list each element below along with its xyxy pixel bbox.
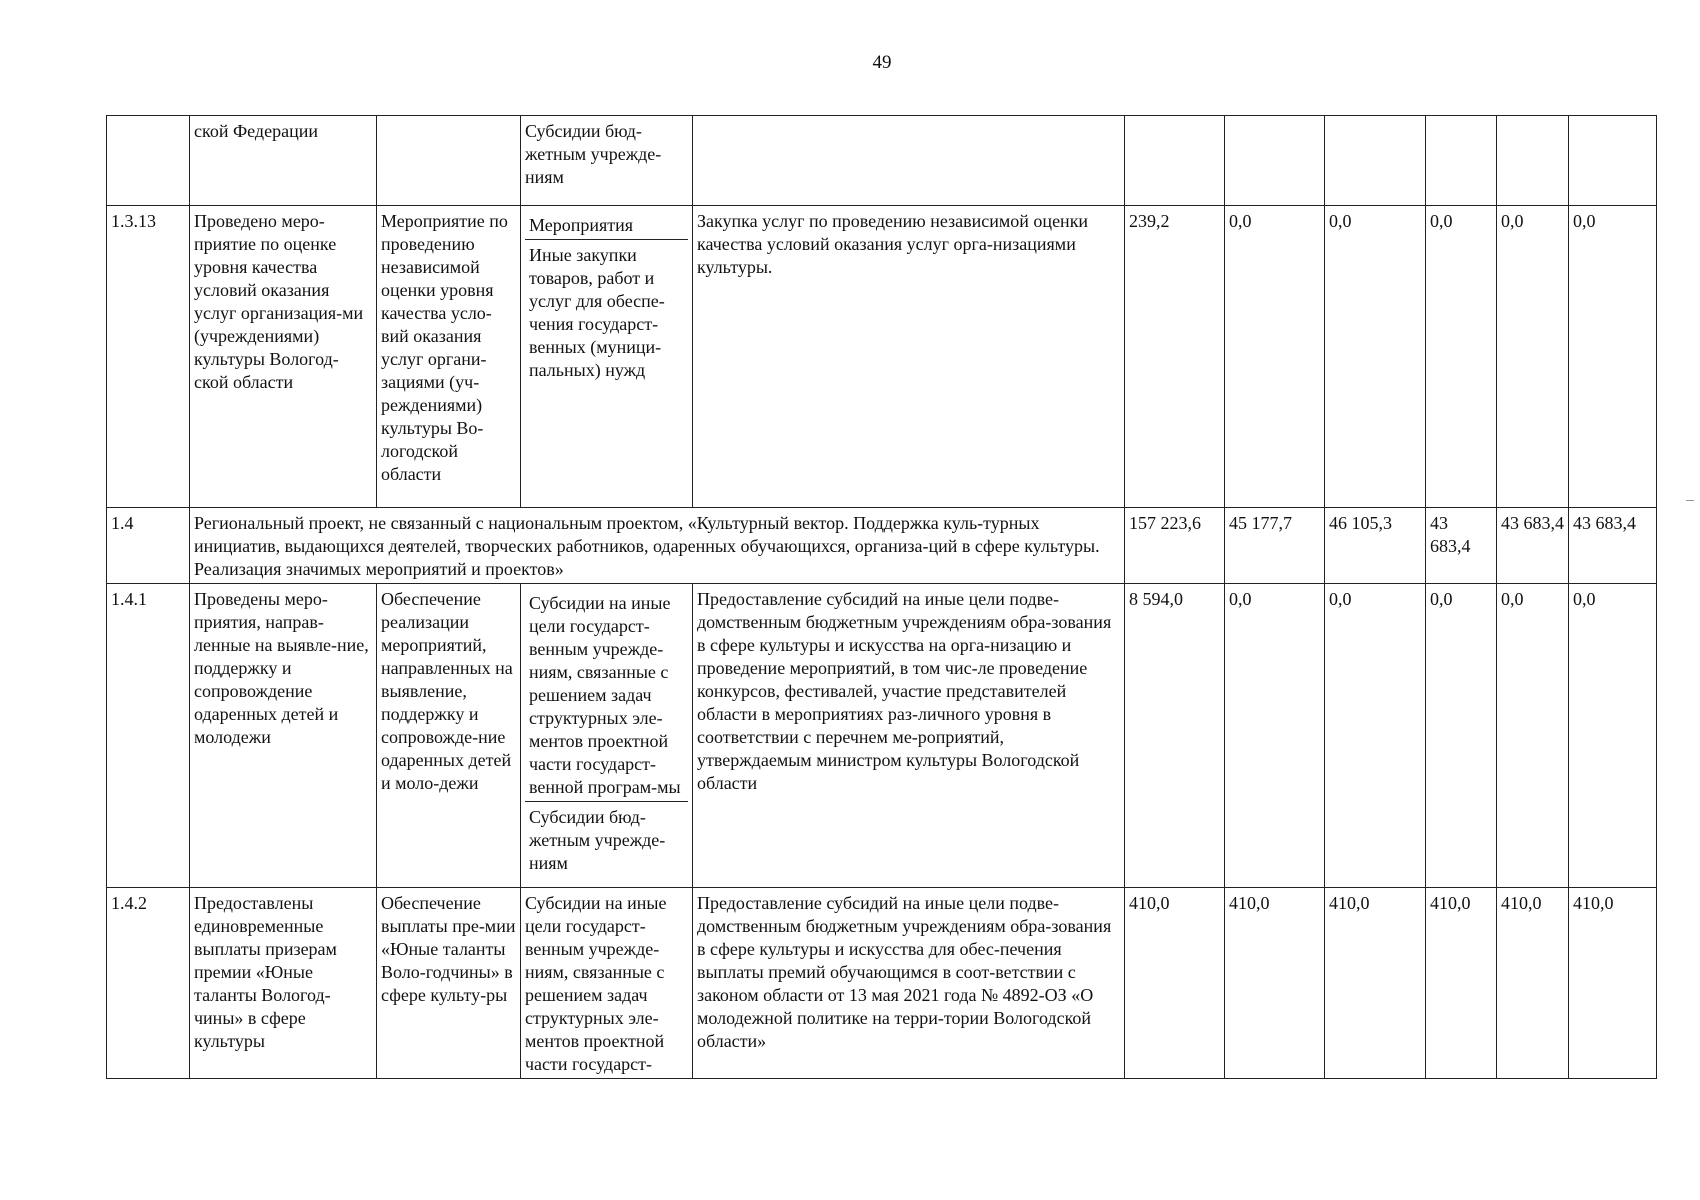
value-year-3: 43 683,4 (1426, 508, 1497, 584)
value-year-1 (1225, 116, 1325, 206)
row-number: 1.4.1 (107, 584, 190, 888)
value-year-4: 43 683,4 (1497, 508, 1569, 584)
value-year-2 (1325, 116, 1426, 206)
row-number: 1.3.13 (107, 206, 190, 508)
value-year-3: 0,0 (1426, 206, 1497, 508)
table-row (107, 116, 1657, 206)
value-year-5: 0,0 (1569, 584, 1657, 888)
expense-subcategory: Субсидии бюд-жетным учрежде-ниям (529, 807, 666, 873)
expense-type-cell (521, 584, 693, 888)
measure-cell (377, 116, 521, 206)
measure-cell: Обеспечение выплаты пре-мии «Юные таланты Воло-годчины» в сфере культу-ры (377, 888, 521, 1079)
page-number: 49 (872, 52, 892, 73)
value-year-3 (1426, 116, 1497, 206)
value-year-2: 410,0 (1325, 888, 1426, 1079)
value-year-5: 410,0 (1569, 888, 1657, 1079)
value-year-1: 0,0 (1225, 206, 1325, 508)
value-year-3: 410,0 (1426, 888, 1497, 1079)
value-year-4: 0,0 (1497, 584, 1569, 888)
project-title-cell: Региональный проект, не связанный с национальным проектом, «Культурный вектор. Поддержка куль-турных инициатив, выдающихся деятелей, творческих работников, одаренных обучающихся, организа-ций в сфере культуры. Реализация значимых мероприятий и проектов» (190, 508, 1125, 584)
measure-cell: Мероприятие по проведению независимой оценки уровня качества усло-вий оказания услуг органи-зациями (уч-реждениями) культуры Во-логодской области (377, 206, 521, 508)
measure-cell: Обеспечение реализации мероприятий, направленных на выявление, поддержку и сопровожде-ние одаренных детей и моло-дежи (377, 584, 521, 888)
row-number (107, 116, 190, 206)
value-total (1125, 116, 1225, 206)
table-row (107, 888, 1657, 1079)
expense-type-cell: Субсидии бюд-жетным учрежде-ниям (521, 116, 693, 206)
table-row (107, 508, 1657, 584)
result-cell: Проведено меро-приятие по оценке уровня качества условий оказания услуг организация-ми (учреждениями) культуры Вологод-ской области (190, 206, 377, 508)
result-cell: Предоставлены единовременные выплаты призерам премии «Юные таланты Вологод-чины» в сфере культуры (190, 888, 377, 1079)
value-year-3: 0,0 (1426, 584, 1497, 888)
result-cell: ской Федерации (190, 116, 377, 206)
expense-type-cell: Субсидии на иные цели государст-венным учрежде-ниям, связанные с решением задач структурных эле-ментов проектной части государст- (521, 888, 693, 1079)
value-year-1: 45 177,7 (1225, 508, 1325, 584)
value-year-5 (1569, 116, 1657, 206)
value-year-4: 0,0 (1497, 206, 1569, 508)
expense-category: Субсидии на иные цели государст-венным учрежде-ниям, связанные с решением задач структурных эле-ментов проектной части государст-венной програм-мы (525, 588, 688, 802)
value-year-2: 0,0 (1325, 584, 1426, 888)
expense-category: Мероприятия (525, 210, 688, 240)
row-number: 1.4 (107, 508, 190, 584)
description-cell (693, 116, 1125, 206)
result-cell: Проведены меро-приятия, направ-ленные на выявле-ние, поддержку и сопровождение одаренных детей и молодежи (190, 584, 377, 888)
description-cell: Предоставление субсидий на иные цели подве-домственным бюджетным учреждениям обра-зования в сфере культуры и искусства на орга-низацию и проведение мероприятий, в том чис-ле проведение конкурсов, фестивалей, участие представителей области в мероприятиях раз-личного уровня в соответствии с перечнем ме-роприятий, утверждаемым министром культуры Вологодской области (693, 584, 1125, 888)
value-total: 410,0 (1125, 888, 1225, 1079)
value-total: 157 223,6 (1125, 508, 1225, 584)
value-year-4: 410,0 (1497, 888, 1569, 1079)
value-year-1: 410,0 (1225, 888, 1325, 1079)
value-year-2: 46 105,3 (1325, 508, 1426, 584)
table-row (107, 206, 1657, 508)
description-cell: Предоставление субсидий на иные цели подве-домственным бюджетным учреждениям обра-зования в сфере культуры и искусства для обес-печения выплаты премий обучающимся в соот-ветствии с законом области от 13 мая 2021 года № 4892-ОЗ «О молодежной политике на терри-тории Вологодской области» (693, 888, 1125, 1079)
row-number: 1.4.2 (107, 888, 190, 1079)
scan-margin-mark (1686, 500, 1694, 501)
expense-subcategory: Иные закупки товаров, работ и услуг для обеспе-чения государст-венных (муници-пальных) нужд (529, 245, 665, 380)
expense-type-cell (521, 206, 693, 508)
description-cell: Закупка услуг по проведению независимой оценки качества условий оказания услуг орга-низациями культуры. (693, 206, 1125, 508)
value-total: 239,2 (1125, 206, 1225, 508)
value-year-5: 43 683,4 (1569, 508, 1657, 584)
value-year-4 (1497, 116, 1569, 206)
value-year-1: 0,0 (1225, 584, 1325, 888)
value-total: 8 594,0 (1125, 584, 1225, 888)
table-row (107, 584, 1657, 888)
program-table (106, 115, 1657, 1079)
value-year-5: 0,0 (1569, 206, 1657, 508)
value-year-2: 0,0 (1325, 206, 1426, 508)
